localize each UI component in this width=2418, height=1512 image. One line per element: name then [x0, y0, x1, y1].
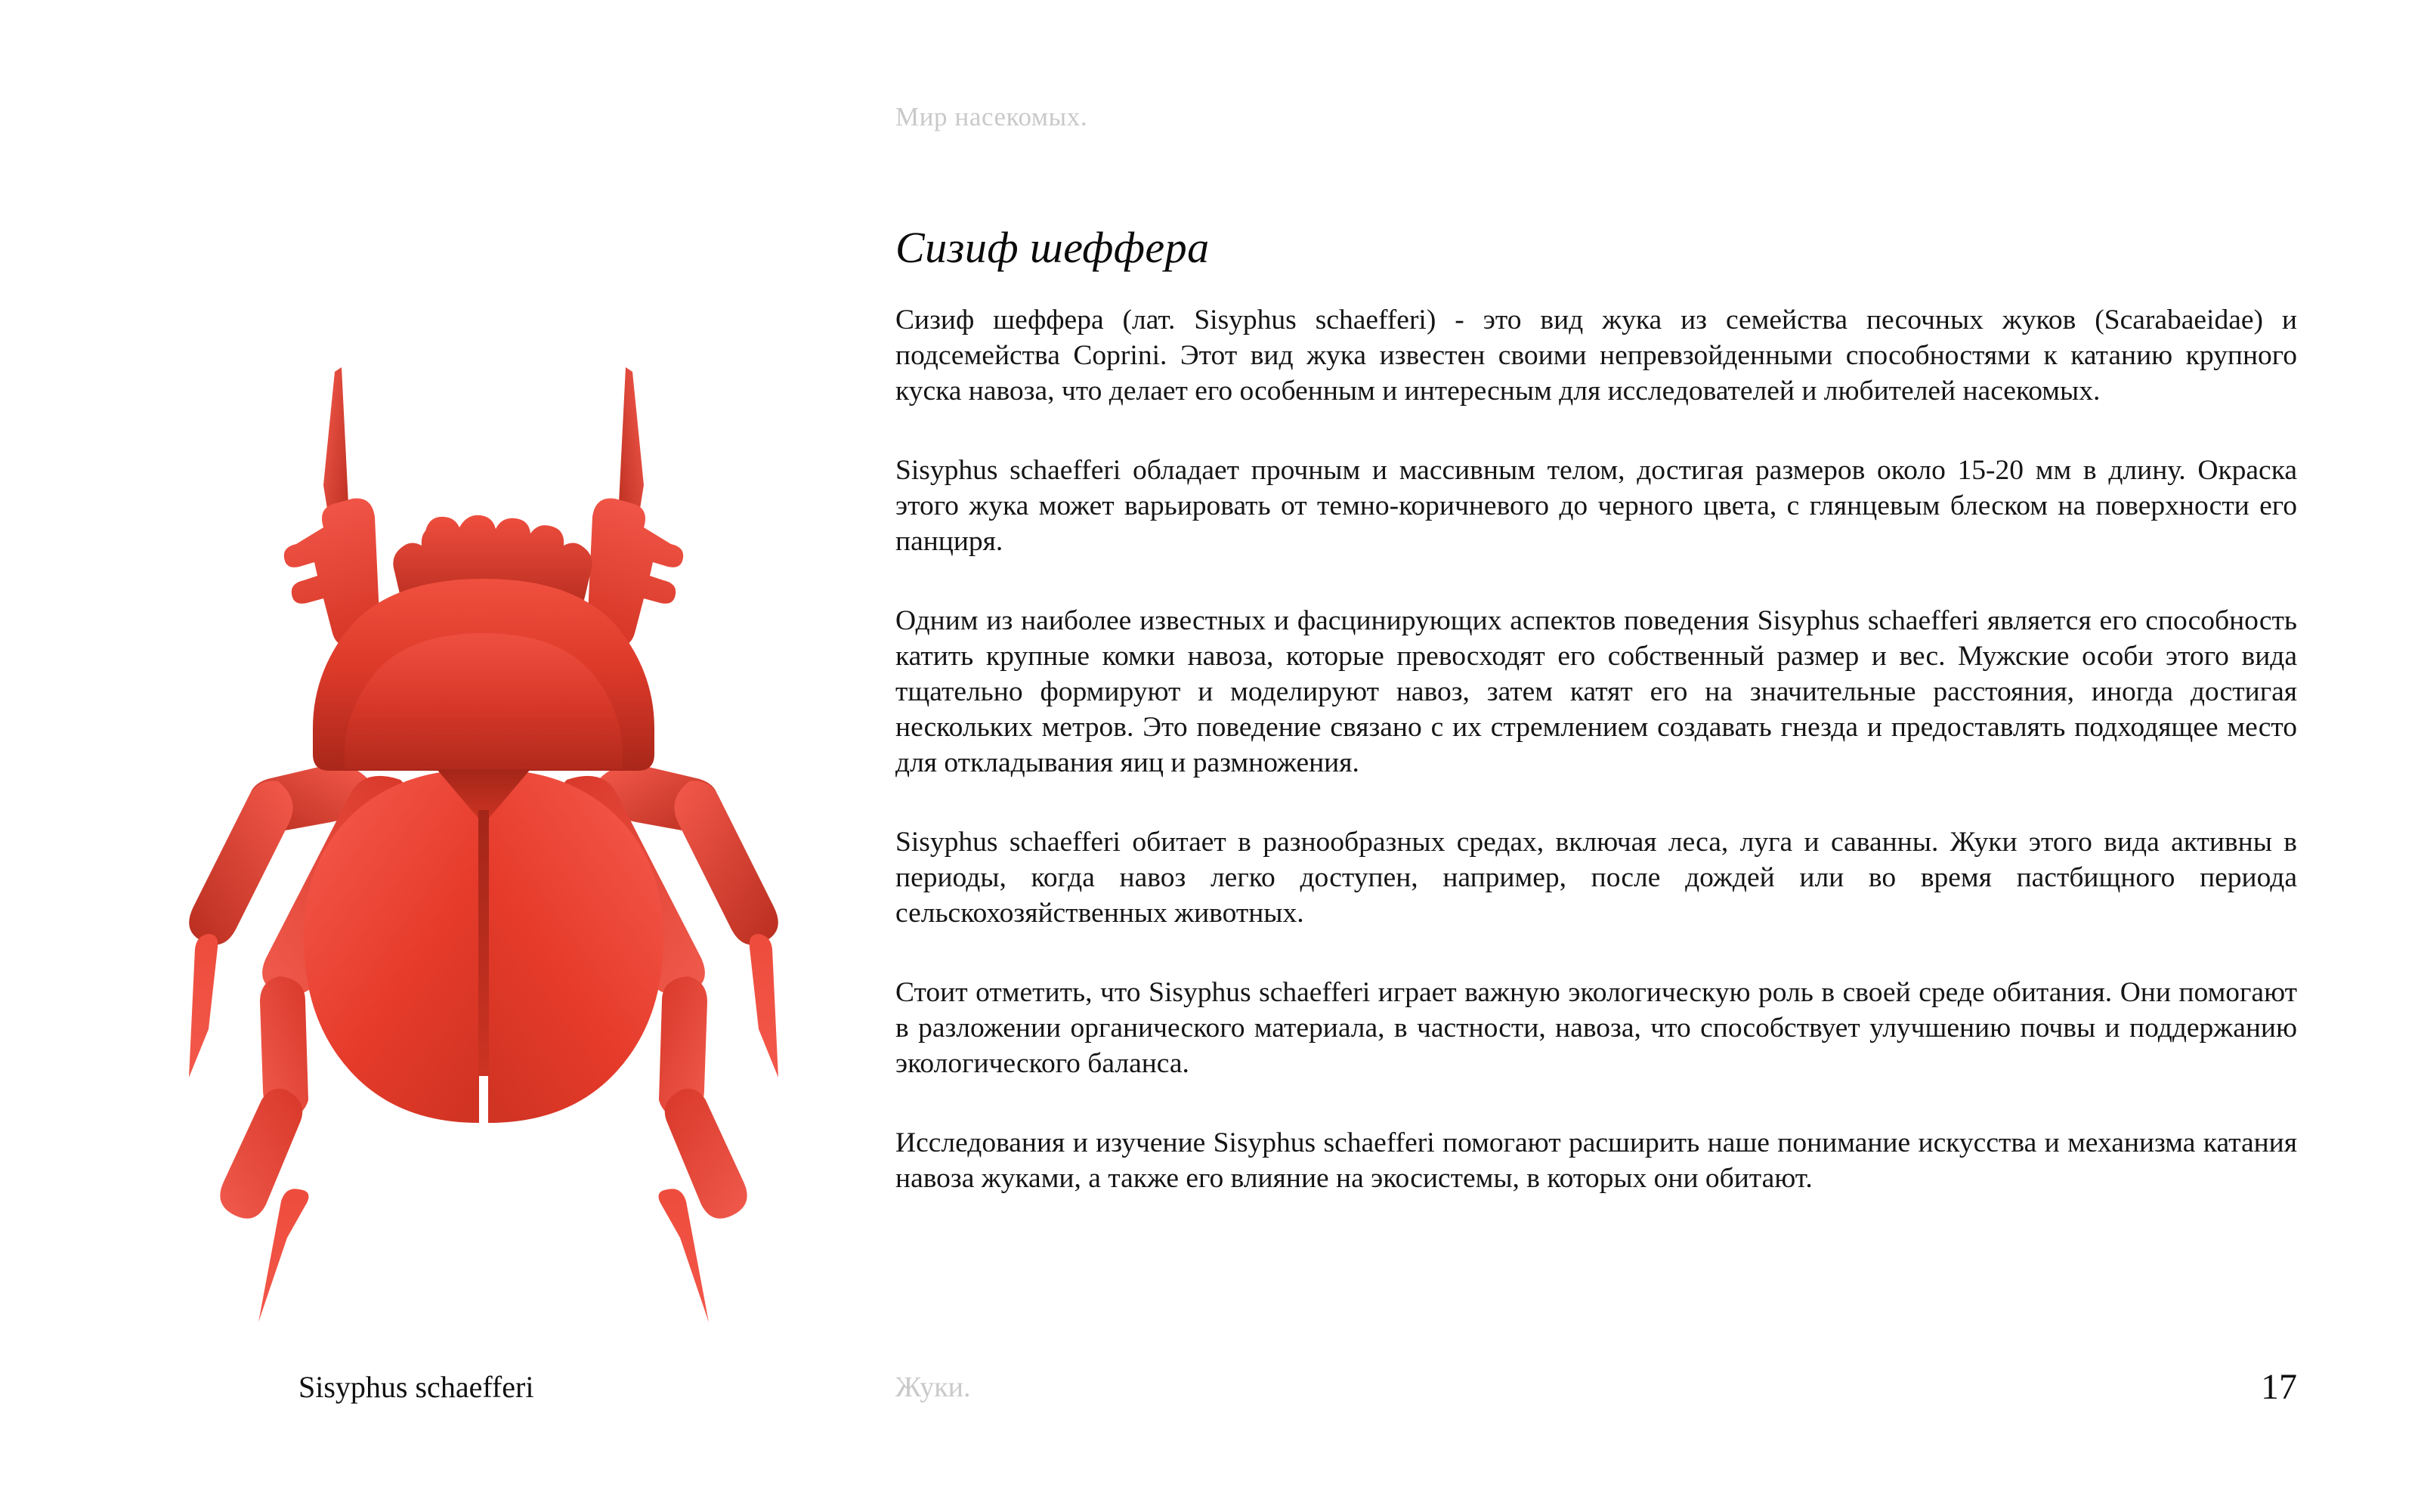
- paragraph: Одним из наиболее известных и фасцинирующих аспектов поведения Sisyphus schaefferi является его способность катить крупные комки навоза, которые превосходят его собственный размер и вес. Мужские особи этого вида тщательно формируют и моделируют навоз, затем катят его на значительные расстояния, иногда достигая нескольких метров. Это поведение связано с их стремлением создавать гнезда и предоставлять подходящее место для откладывания яиц и размножения.: [895, 605, 2297, 778]
- paragraph: Сизиф шеффера (лат. Sisyphus schaefferi) - это вид жука из семейства песочных жуков (Scarabaeidae) и подсемейства Coprini. Этот вид жука известен своими непревзойденными способностями к катанию крупного куска навоза, что делает его особенным и интересным для исследователей и любителей насекомых.: [895, 305, 2297, 407]
- article-body: [895, 302, 2297, 1196]
- paragraph: Стоит отметить, что Sisyphus schaefferi играет важную экологическую роль в своей среде обитания. Они помогают в разложении органического материала, в частности, навоза, что способствует улучшению почвы и поддержанию экологического баланса.: [895, 977, 2297, 1079]
- paragraph: Исследования и изучение Sisyphus schaefferi помогают расширить наше понимание искусства и механизма катания навоза жуками, а также его влияние на экосистемы, в которых они обитают.: [895, 1127, 2297, 1194]
- text-column: [895, 0, 2297, 1512]
- page-title: Сизиф шеффера: [895, 222, 1210, 272]
- paragraph: Sisyphus schaefferi обитает в разнообразных средах, включая леса, луга и саванны. Жуки этого вида активны в периоды, когда навоз легко доступен, например, после дождей или во время пастбищного периода сельскохозяйственных животных.: [895, 827, 2297, 929]
- beetle-illustration: [174, 337, 793, 1115]
- footer-section-label: Жуки.: [895, 1371, 971, 1403]
- page-number: 17: [2261, 1367, 2297, 1407]
- footer-species-name: Sisyphus schaefferi: [298, 1370, 534, 1404]
- paragraph: Sisyphus schaefferi обладает прочным и массивным телом, достигая размеров около 15-20 мм в длину. Окраска этого жука может варьировать от темно-коричневого до черного цвета, с глянцевым блеском на поверхности его панциря.: [895, 455, 2297, 557]
- running-head: Мир насекомых.: [895, 102, 1088, 131]
- beetle-svg: [174, 337, 793, 1115]
- page-footer: [0, 1369, 2418, 1437]
- illustration-column: [0, 0, 831, 1512]
- beetle-abdomen: [304, 769, 663, 1123]
